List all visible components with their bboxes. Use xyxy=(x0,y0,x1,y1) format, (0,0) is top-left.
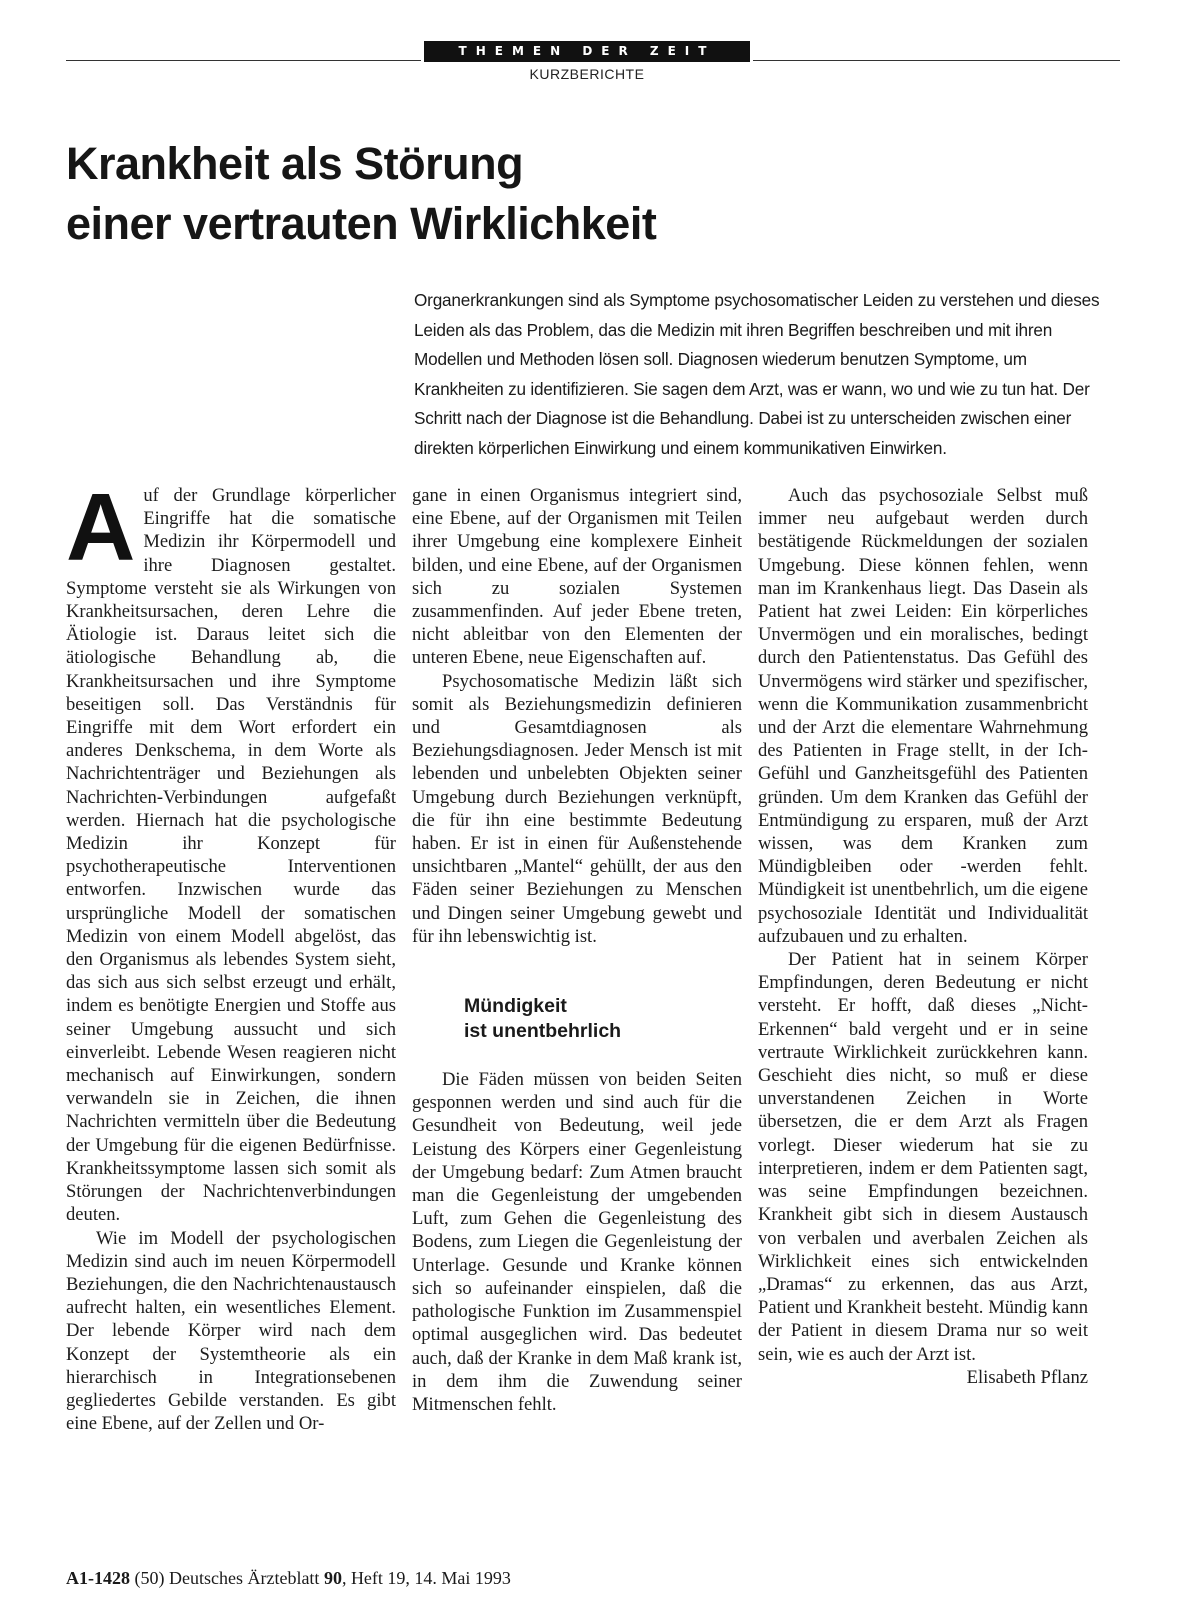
article-lead: Organerkrankungen sind als Symptome psychosomatischer Leiden zu verstehen und dieses Leiden als das Problem, das die Medizin mit ihren Begriffen beschreiben und mit ihren Modellen und Methoden lösen soll. Diagnosen wiederum benutzen Symptome, um Krankheiten zu identifizieren. Sie sagen dem Arzt, was er wann, wo und wie zu tun hat. Der Schritt nach der Diagnose ist die Behandlung. Dabei ist zu unterscheiden zwischen einer direkten körperlichen Einwirkung und einem kommunikativen Einwirken. xyxy=(414,290,1100,458)
rubric-label: KURZBERICHTE xyxy=(529,66,645,82)
body-paragraph: Psychosomatische Medizin läßt sich somit als Beziehungsmedizin definieren und Gesamtdiagnosen als Beziehungsdiagnosen. Jeder Mensch ist mit lebenden und unbelebten Objekten seiner Umgebung durch Beziehungen verknüpft, die für ihn eine bestimmte Bedeutung haben. Er ist in einen für Außenstehende unsichtbaren „Mantel“ gehüllt, der aus den Fäden seiner Beziehungen zu Menschen und Dingen seiner Umgebung gewebt und für ihn lebenswichtig ist. xyxy=(412,670,742,947)
issue-info: , Heft 19, 14. Mai 1993 xyxy=(341,1568,511,1588)
publication-name: (50) Deutsches Ärzteblatt xyxy=(134,1568,320,1588)
text-column-3 xyxy=(758,484,1088,1389)
subheading-line2: ist unentbehrlich xyxy=(464,1020,622,1043)
page-footer xyxy=(66,1568,766,1589)
subheading xyxy=(464,994,742,1044)
body-paragraph: Die Fäden müssen von beiden Seiten gesponnen werden und sind auch für die Gesundheit von Bedeutung, weil jede Leistung des Körpers einer Gegenleistung der Umgebung bedarf: Zum Atmen braucht man die Gegenleistung der umgebenden Luft, zum Gehen die Gegenleistung des Bodens, zum Liegen die Gegenleistung der Unterlage. Gesunde und Kranke können sich so aufeinander einspielen, daß die pathologische Funktion im Zusammenspiel optimal ausgeglichen wird. Das bedeutet auch, daß der Kranke in dem Maß krank ist, in dem ihm die Zuwendung seiner Mitmenschen fehlt. xyxy=(412,1069,742,1415)
body-paragraph: Wie im Modell der psychologischen Medizin sind auch im neuen Körpermodell Beziehungen, die den Nachrichtenaustausch aufrecht halten, ein wesentliches Element. Der lebende Körper wird nach dem Konzept der Systemtheorie als ein hierarchisch in Integrationsebenen gegliedertes Gebilde verstanden. Es gibt eine Ebene, auf der Zellen und Or- xyxy=(66,1227,396,1435)
body-paragraph: Auch das psychosoziale Selbst muß immer neu aufgebaut werden durch bestätigende Rückmeldungen der sozialen Umgebung. Diese können fehlen, wenn man im Krankenhaus liegt. Das Dasein als Patient hat zwei Leiden: Ein körperliches Unvermögen und ein moralisches, bedingt durch den Patientenstatus. Das Gefühl des Unvermögens wird stärker und spezifischer, wenn die Kommunikation zusammenbricht und der Arzt die elementare Wahrnehmung des Patienten in Frage stellt, in der Ich-Gefühl und Ganzheitsgefühl des Patienten gründen. Um dem Kranken das Gefühl der Entmündigung zu ersparen, muß der Arzt wissen, was dem Kranken zum Mündigbleiben oder -werden fehlt. Mündigkeit ist unentbehrlich, um die eigene psychosoziale Identität und Individualität aufzubauen und zu erhalten. xyxy=(758,485,1088,947)
subheading-line1: Mündigkeit xyxy=(464,995,567,1018)
header-rule-left xyxy=(66,60,421,61)
body-paragraph: Der Patient hat in seinem Körper Empfindungen, deren Bedeutung er nicht versteht. Er hofft, daß dieses „Nicht-Erkennen“ bald vergeht und er in seine vertraute Wirklichkeit zurückkehren kann. Geschieht dies nicht, so muß er diese unverstandenen Zeichen in Worte übersetzen, die er dem Arzt als Fragen vorlegt. Dieser wiederum hat sie zu interpretieren, indem er dem Patienten sagt, was seine Empfindungen bezeichnen. Krankheit gibt sich in diesem Austausch von verbalen und averbalen Zeichen als Wirklichkeit eines sich entwickelnden „Dramas“ zu erkennen, das aus Arzt, Patient und Krankheit besteht. Mündig kann der Patient in diesem Drama nur so weit sein, wie es auch der Arzt ist. xyxy=(758,949,1088,1365)
article-title-line1: Krankheit als Störung xyxy=(66,138,524,189)
drop-cap: A xyxy=(66,474,136,581)
body-paragraph: gane in einen Organismus integriert sind, eine Ebene, auf der Organismen mit Teilen ihrer Umgebung eine komplexere Einheit bilden, und eine Ebene, auf der Organismen sich zu sozialen Systemen zusammenfinden. Auf jeder Ebene treten, nicht ableitbar von den Elementen der unteren Ebene, neue Eigenschaften auf. xyxy=(412,485,742,669)
text-column-2 xyxy=(412,484,742,1416)
header-rule-right xyxy=(753,60,1120,61)
volume-number: 90 xyxy=(323,1568,342,1588)
body-paragraph: uf der Grundlage körperlicher Eingriffe hat die somatische Medizin ihr Körpermodell und ihre Diagnosen gestaltet. Symptome versteht sie als Wirkungen von Krankheitsursachen, deren Lehre die Ätiologie ist. Daraus leitet sich die ätiologische Behandlung ab, die Krankheitsursachen und ihre Symptome beseitigen soll. Das Verständnis für Eingriffe mit dem Wort erfordert ein anderes Denkschema, in dem Worte als Nachrichtenträger und Beziehungen als Nachrichten-Verbindungen aufgefaßt werden. Hiernach hat die psychologische Medizin ihr Konzept für psychotherapeutische Interventionen entworfen. Inzwischen wurde das ursprüngliche Modell der somatischen Medizin von einem Modell abgelöst, das den Organismus als lebendes System sieht, das sich aus sich selbst erzeugt und erhält, indem es benötigte Energien und Stoffe aus seiner Umgebung aussucht und sich einverleibt. Lebende Wesen reagieren nicht mechanisch auf Einwirkungen, sondern verwandeln sie in Zeichen, die ihnen Nachrichten vermitteln über die Bedeutung der Umgebung für die eigenen Bedürfnisse. Krankheitssymptome lassen sich somit als Störungen der Nachrichtenverbindungen deuten. xyxy=(66,485,396,1226)
article-title xyxy=(66,134,966,254)
section-banner: THEMEN DER ZEIT xyxy=(424,41,750,62)
author-name: Elisabeth Pflanz xyxy=(966,1366,1088,1388)
article-title-line2: einer vertrauten Wirklichkeit xyxy=(66,198,657,249)
page-code: A1-1428 xyxy=(66,1568,130,1588)
text-column-1 xyxy=(66,474,396,1435)
